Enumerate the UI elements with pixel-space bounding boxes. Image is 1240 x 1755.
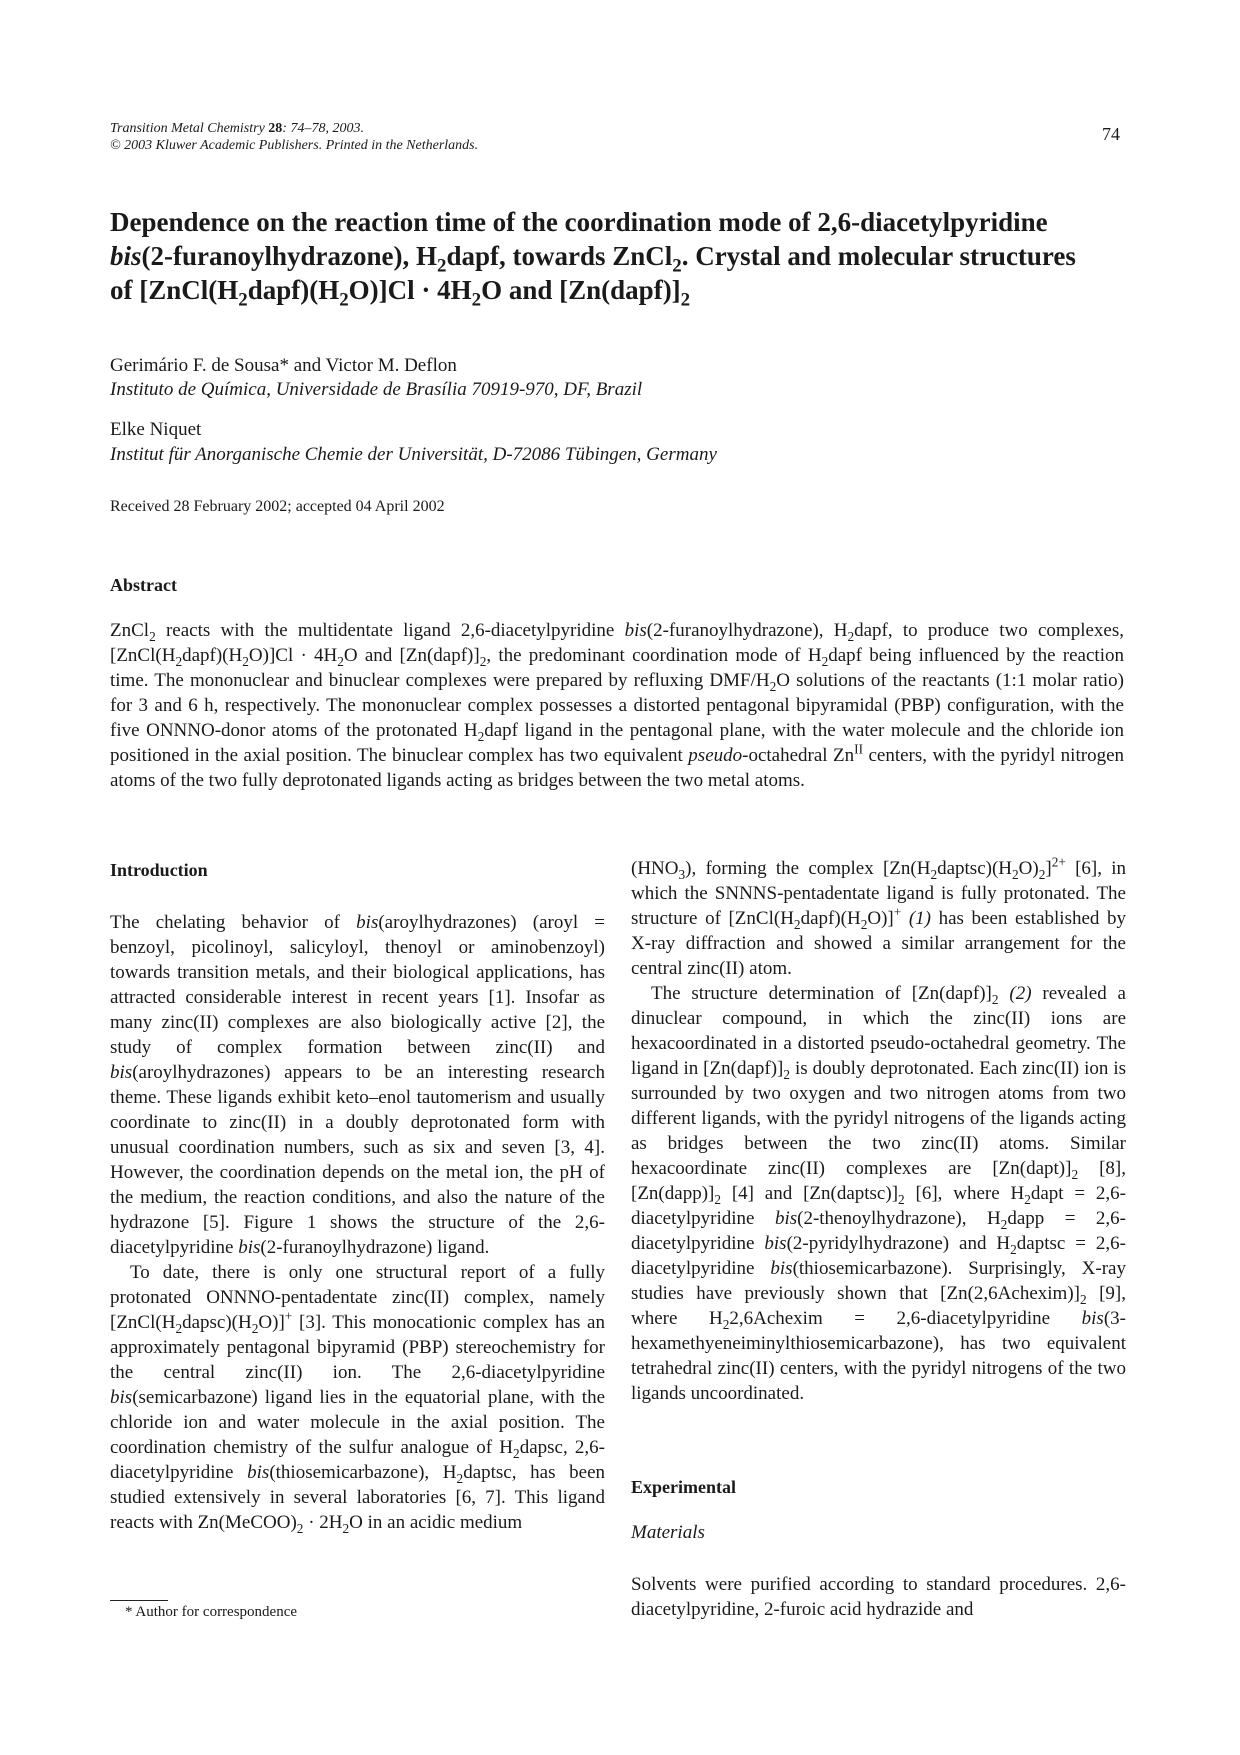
journal-name: Transition Metal Chemistry [110, 121, 265, 136]
left-column [110, 910, 605, 1535]
title-line-2: bis(2-furanoylhydrazone), $H_2dapf$, towards ZnCl$_2$. Crystal and molecular structures [110, 241, 1076, 277]
title-line-3: of $[ZnCl(H_2dapf)(H_2O)]Cl \cdot 4H_2O$ and $[Zn(dapf)]_2$ [110, 275, 691, 311]
right-column [631, 856, 1126, 1406]
intro-paragraph-2-cont: $(HNO_3)$, forming the complex $[Zn(H_2daptsc)(H_2O)_2]^{2+}$ [6], in which the SNNNS-pentadentate ligand is fully protonated. The structure of $[ZnCl(H_2dapf)(H_2O)]^+$ (1) has been established by X-ray diffraction and showed a similar arrangement for the central zinc(II) atom. [631, 854, 1126, 979]
journal-volume: 28 [268, 121, 283, 136]
introduction-heading: Introduction [110, 860, 208, 880]
running-header [110, 120, 478, 154]
affiliation-2: Institut für Anorganische Chemie der Universität, D-72086 Tübingen, Germany [110, 444, 717, 465]
journal-pages-year: : 74–78, 2003. [282, 121, 364, 136]
footnote: * Author for correspondence [125, 1604, 298, 1620]
materials-subheading: Materials [631, 1522, 705, 1543]
author-group-1: Gerimário F. de Sousa* and Victor M. Deflon [110, 355, 457, 376]
experimental-heading: Experimental [631, 1477, 736, 1497]
materials-text: Solvents were purified according to standard procedures. 2,6-diacetylpyridine, 2-furoic acid hydrazide and [631, 1574, 1126, 1620]
intro-paragraph-3: The structure determination of $[Zn(dapf)]_2$ (2) revealed a dinuclear compound, in which the zinc(II) ions are hexacoordinated in a distorted pseudo-octahedral geometry. The ligand in $[Zn(dapf)]_2$ is doubly deprotonated. Each zinc(II) ion is surrounded by two oxygen and two nitrogen atoms from two different ligands, with the pyridyl nitrogens of the ligands acting as bridges between the two zinc(II) atoms. Similar hexacoordinate zinc(II) complexes are $[Zn(dapt)]_2$ [8], $[Zn(dapp)]_2$ [4] and $[Zn(daptsc)]_2$ [6], where $H_2dapt$ = 2,6-diacetylpyridine bis(2-thenoylhydrazone), $H_2dapp$ = 2,6-diacetylpyridine bis(2-pyridylhydrazone) and $H_2daptsc$ = 2,6-diacetylpyridine bis(thiosemicarbazone). Surprisingly, X-ray studies have previously shown that $[Zn(2,6Achexim)]_2$ [9], where $H_22,6Achexim$ = 2,6-diacetylpyridine bis(3-hexamethyeneiminylthiosemicarbazone), has two equivalent tetrahedral zinc(II) centers, with the pyridyl nitrogens of the two ligands uncoordinated. [631, 983, 1127, 1404]
author-group-2: Elke Niquet [110, 419, 202, 440]
intro-paragraph-1: The chelating behavior of bis(aroylhydrazones) (aroyl = benzoyl, picolinoyl, salicyloyl, thenoyl or aminobenzoyl) towards transition metals, and their biological applications, has attracted considerable interest in recent years [1]. Insofar as many zinc(II) complexes are also biologically active [2], the study of complex formation between zinc(II) and bis(aroylhydrazones) appears to be an interesting research theme. These ligands exhibit keto–enol tautomerism and usually coordinate to zinc(II) in a doubly deprotonated form with unusual coordination numbers, such as six and seven [3, 4]. However, the coordination depends on the metal ion, the pH of the medium, the reaction conditions, and also the nature of the hydrazone [5]. Figure 1 shows the structure of the 2,6-diacetylpyridine bis(2-furanoylhydrazone) ligand. [110, 912, 605, 1258]
title-line-1: Dependence on the reaction time of the coordination mode of 2,6-diacetylpyridine [110, 207, 1048, 237]
abstract-text: ZnCl$_2$ reacts with the multidentate ligand 2,6-diacetylpyridine bis(2-furanoylhydrazone), $H_2dapf$, to produce two complexes, $[ZnCl(H_2dapf)(H_2O)]Cl \cdot 4H_2O$ and $[Zn(dapf)]_2$, the predominant coordination mode of $H_2dapf$ being influenced by the reaction time. The mononuclear and binuclear complexes were prepared by refluxing DMF/$H_2O$ solutions of the reactants (1:1 molar ratio) for 3 and 6 h, respectively. The mononuclear complex possesses a distorted pentagonal bipyramidal (PBP) configuration, with the five ONNNO-donor atoms of the protonated $H_2dapf$ ligand in the pentagonal plane, with the water molecule and the chloride ion positioned in the axial position. The binuclear complex has two equivalent pseudo-octahedral $Zn^{II}$ centers, with the pyridyl nitrogen atoms of the two fully deprotonated ligands acting as bridges between the two metal atoms. [110, 620, 1124, 791]
affiliation-1: Instituto de Química, Universidade de Brasília 70919-970, DF, Brazil [110, 379, 643, 400]
page-number: 74 [1102, 124, 1120, 144]
copyright-line: © 2003 Kluwer Academic Publishers. Printed in the Netherlands. [110, 138, 479, 153]
abstract-heading: Abstract [110, 575, 177, 595]
received-dates: Received 28 February 2002; accepted 04 April 2002 [110, 498, 445, 515]
intro-paragraph-2: To date, there is only one structural report of a fully protonated ONNNO-pentadentate zinc(II) complex, namely $[ZnCl(H_2dapsc)(H_2O)]^+$ [3]. This monocationic complex has an approximately pentagonal bipyramid (PBP) stereochemistry for the central zinc(II) ion. The 2,6-diacetylpyridine bis(semicarbazone) ligand lies in the equatorial plane, with the chloride ion and water molecule in the axial position. The coordination chemistry of the sulfur analogue of $H_2dapsc$, 2,6-diacetylpyridine bis(thiosemicarbazone), $H_2daptsc$, has been studied extensively in several laboratories [6, 7]. This ligand reacts with $Zn(MeCOO)_2 \cdot 2H_2O$ in an acidic medium [110, 1262, 606, 1536]
footnote-rule [110, 1600, 168, 1601]
article-title [110, 205, 1140, 311]
journal-citation [110, 120, 478, 137]
